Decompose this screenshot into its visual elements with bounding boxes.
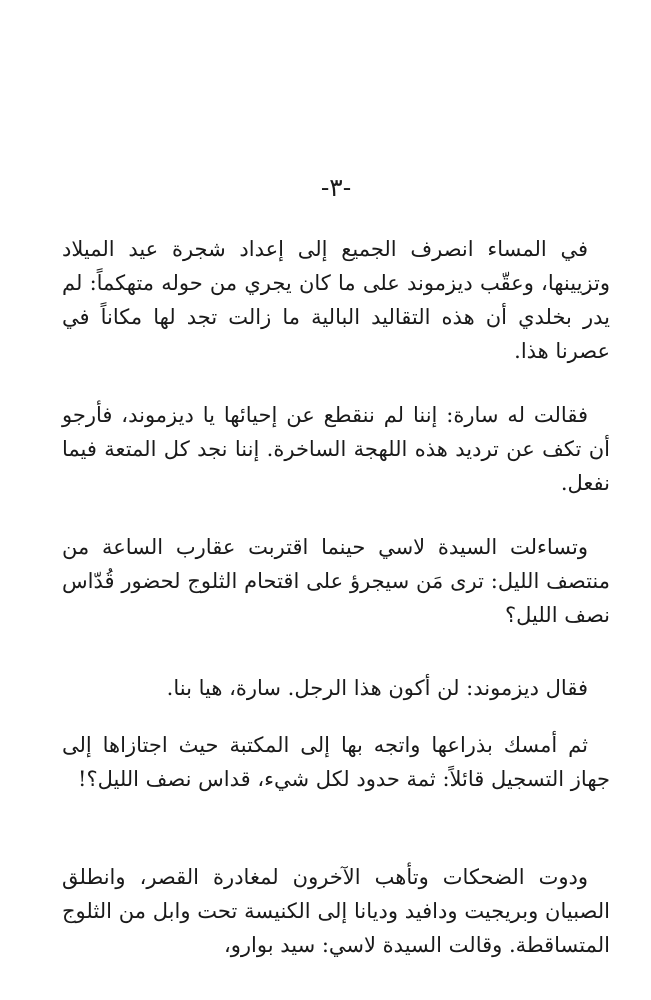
paragraph: ثم أمسك بذراعها واتجه بها إلى المكتبة حيث اجتازاها إلى جهاز التسجيل قائلاً: ثمة حدود لكل شيء، قداس نصف الليل؟! (62, 733, 610, 791)
chapter-number: -٣- (320, 173, 352, 202)
paragraph: فقالت له سارة: إننا لم ننقطع عن إحيائها يا ديزموند، فأرجو أن تكف عن ترديد هذه اللهجة الساخرة. إننا نجد كل المتعة فيما نفعل. (62, 403, 610, 495)
book-page (62, 0, 610, 1000)
paragraph: فقال ديزموند: لن أكون هذا الرجل. سارة، هيا بنا. (166, 676, 588, 700)
paragraph: في المساء انصرف الجميع إلى إعداد شجرة عيد الميلاد وتزيينها، وعقّب ديزموند على ما كان يجري من حوله متهكماً: لم يدر بخلدي أن هذه التقاليد البالية ما زالت تجد لها مكاناً في عصرنا هذا. (62, 237, 610, 363)
paragraph: ودوت الضحكات وتأهب الآخرون لمغادرة القصر، وانطلق الصبيان وبريجيت ودافيد وديانا إلى الكنيسة تحت وابل من الثلوج المتساقطة. وقالت السيدة لاسي: سيد بوارو، (62, 865, 610, 957)
paragraph: وتساءلت السيدة لاسي حينما اقتربت عقارب الساعة من منتصف الليل: ترى مَن سيجرؤ على اقتحام الثلوج لحضور قُدّاس نصف الليل؟ (62, 535, 610, 627)
